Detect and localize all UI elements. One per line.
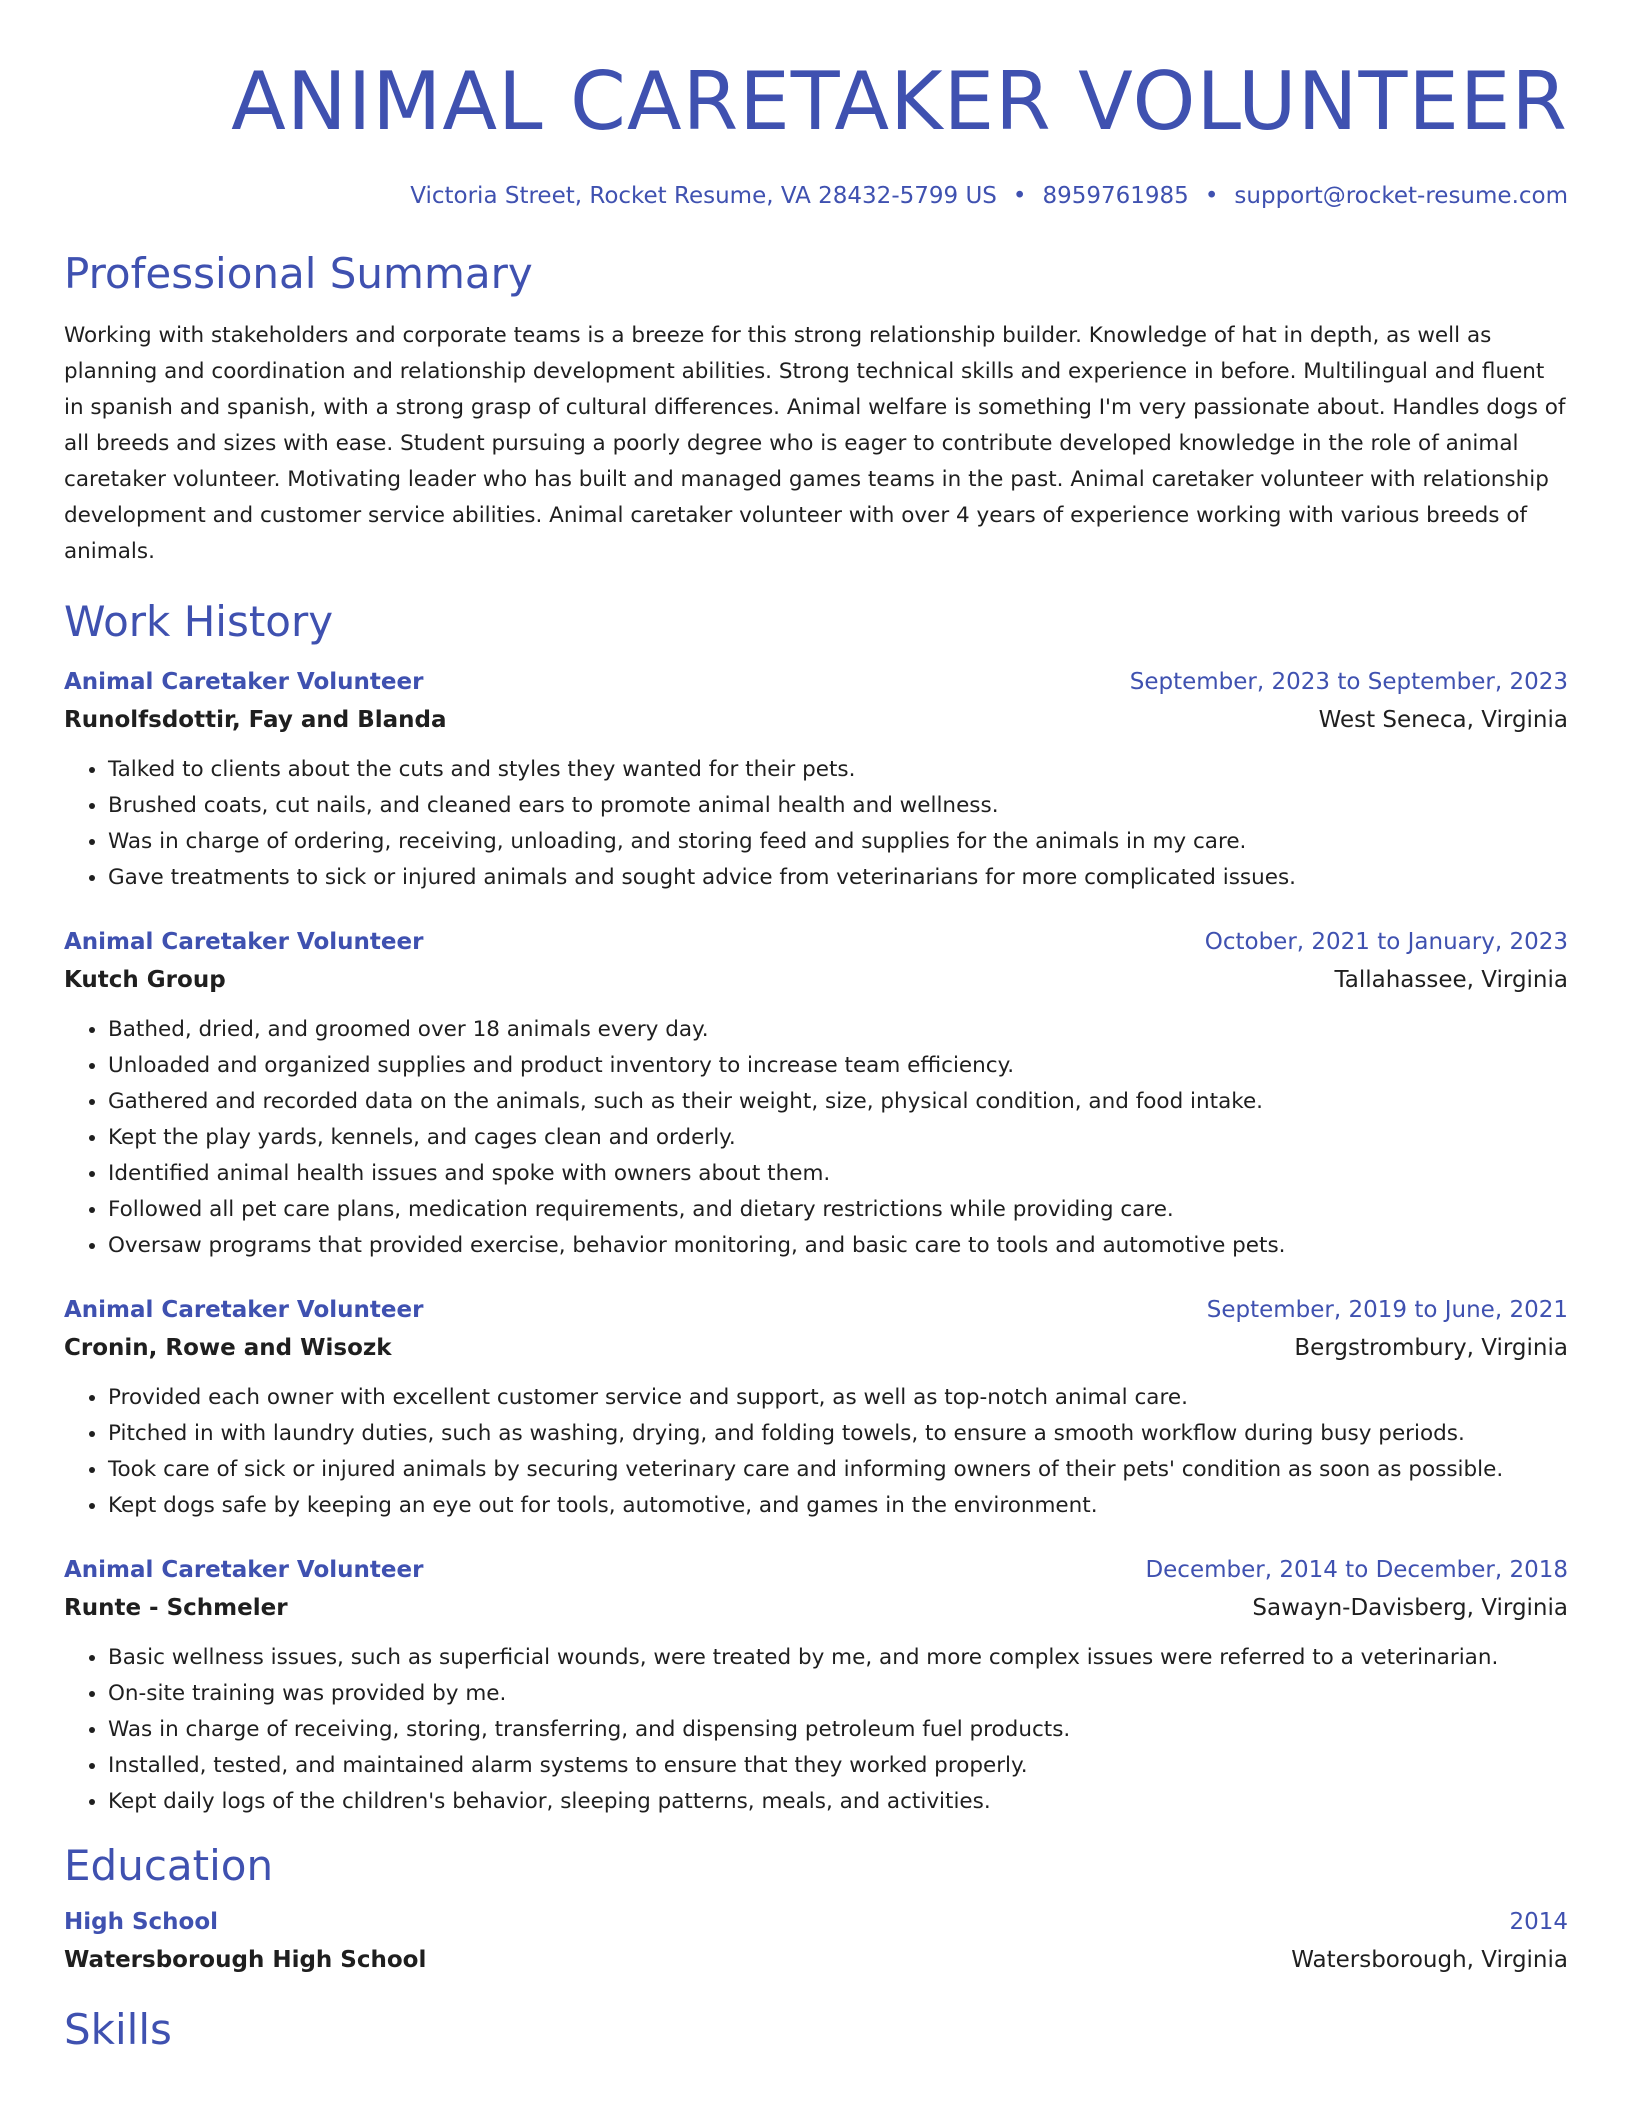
contact-separator: • [1012,183,1027,209]
job-bullet: • Oversaw programs that provided exercise, behavior monitoring, and basic care to tools and automotive pets. [108,1228,1568,1264]
job-entry [64,926,1568,1264]
job-bullets [64,1380,1568,1524]
education-heading: Education [64,1841,274,1890]
job-bullet: • Identified animal health issues and spoke with owners about them. [108,1156,1568,1192]
job-bullet: • Was in charge of ordering, receiving, unloading, and storing feed and supplies for the animals in my care. [108,824,1568,860]
job-bullet: • Bathed, dried, and groomed over 18 animals every day. [108,1012,1568,1048]
job-dates: September, 2023 to September, 2023 [1129,669,1568,695]
contact-email[interactable]: support@rocket-resume.com [1234,183,1568,209]
job-bullet: • Installed, tested, and maintained alarm systems to ensure that they worked properly. [108,1748,1568,1784]
job-bullet: • Gathered and recorded data on the animals, such as their weight, size, physical condition, and food intake. [108,1084,1568,1120]
job-bullet: • Talked to clients about the cuts and styles they wanted for their pets. [108,752,1568,788]
job-entry [64,1294,1568,1524]
job-bullet: • Gave treatments to sick or injured animals and sought advice from veterinarians for more complicated issues. [108,860,1568,896]
education-year: 2014 [1509,1909,1568,1935]
job-location: Bergstrombury, Virginia [1294,1335,1568,1361]
summary-text: Working with stakeholders and corporate teams is a breeze for this strong relationship builder. Knowledge of hat in depth, as well as planning and coordination and relationship development abilities. Strong technical skills and experience in before. Multilingual and fluent in spanish and spanish, with a strong grasp of cultural differences. Animal welfare is something I'm very passionate about. Handles dogs of all breeds and sizes with ease. Student pursuing a poorly degree who is eager to contribute developed knowledge in the role of animal caretaker volunteer. Motivating leader who has built and managed games teams in the past. Animal caretaker volunteer with relationship development and customer service abilities. Animal caretaker volunteer with over 4 years of experience working with various breeds of animals. [64,323,1566,564]
job-bullet: • Kept the play yards, kennels, and cages clean and orderly. [108,1120,1568,1156]
job-bullet: • Pitched in with laundry duties, such as washing, drying, and folding towels, to ensure a smooth workflow during busy periods. [108,1416,1568,1452]
contact-line [64,180,1568,212]
job-title: Animal Caretaker Volunteer [64,1557,424,1583]
job-bullet: • Was in charge of receiving, storing, transferring, and dispensing petroleum fuel products. [108,1712,1568,1748]
contact-phone[interactable]: 8959761985 [1042,183,1189,209]
job-bullets [64,1640,1568,1820]
skills-heading: Skills [64,2005,172,2054]
summary-heading: Professional Summary [64,249,533,298]
job-title: Animal Caretaker Volunteer [64,929,424,955]
job-location: Sawayn-Davisberg, Virginia [1252,1595,1568,1621]
job-bullet: • Unloaded and organized supplies and product inventory to increase team efficiency. [108,1048,1568,1084]
contact-separator: • [1204,183,1219,209]
job-bullet: • Brushed coats, cut nails, and cleaned ears to promote animal health and wellness. [108,788,1568,824]
job-dates: September, 2019 to June, 2021 [1206,1297,1568,1323]
job-dates: October, 2021 to January, 2023 [1204,929,1568,955]
job-employer: Runte - Schmeler [64,1595,288,1621]
job-title: Animal Caretaker Volunteer [64,669,424,695]
resume-name: ANIMAL CARETAKER VOLUNTEER [231,55,1568,148]
job-bullet: • Followed all pet care plans, medication requirements, and dietary restrictions while providing care. [108,1192,1568,1228]
education-school: Watersborough High School [64,1947,427,1973]
job-location: West Seneca, Virginia [1318,707,1568,733]
contact-address: Victoria Street, Rocket Resume, VA 28432-5799 US [410,183,997,209]
job-employer: Cronin, Rowe and Wisozk [64,1335,392,1361]
job-bullet: • Kept daily logs of the children's behavior, sleeping patterns, meals, and activities. [108,1784,1568,1820]
job-bullet: • Kept dogs safe by keeping an eye out for tools, automotive, and games in the environment. [108,1488,1568,1524]
job-employer: Kutch Group [64,967,226,993]
job-bullet: • Provided each owner with excellent customer service and support, as well as top-notch animal care. [108,1380,1568,1416]
education-degree: High School [64,1909,219,1935]
job-entry [64,1554,1568,1820]
job-employer: Runolfsdottir, Fay and Blanda [64,707,447,733]
education-entry [64,1906,1568,1976]
job-location: Tallahassee, Virginia [1334,967,1568,993]
job-dates: December, 2014 to December, 2018 [1145,1557,1568,1583]
education-location: Watersborough, Virginia [1291,1947,1568,1973]
work-history-heading: Work History [64,597,334,646]
job-bullet: • Took care of sick or injured animals by securing veterinary care and informing owners of their pets' condition as soon as possible. [108,1452,1568,1488]
job-entry [64,666,1568,896]
job-bullets [64,752,1568,896]
job-title: Animal Caretaker Volunteer [64,1297,424,1323]
job-bullet: • Basic wellness issues, such as superficial wounds, were treated by me, and more complex issues were referred to a veterinarian. [108,1640,1568,1676]
job-bullet: • On-site training was provided by me. [108,1676,1568,1712]
job-bullets [64,1012,1568,1264]
